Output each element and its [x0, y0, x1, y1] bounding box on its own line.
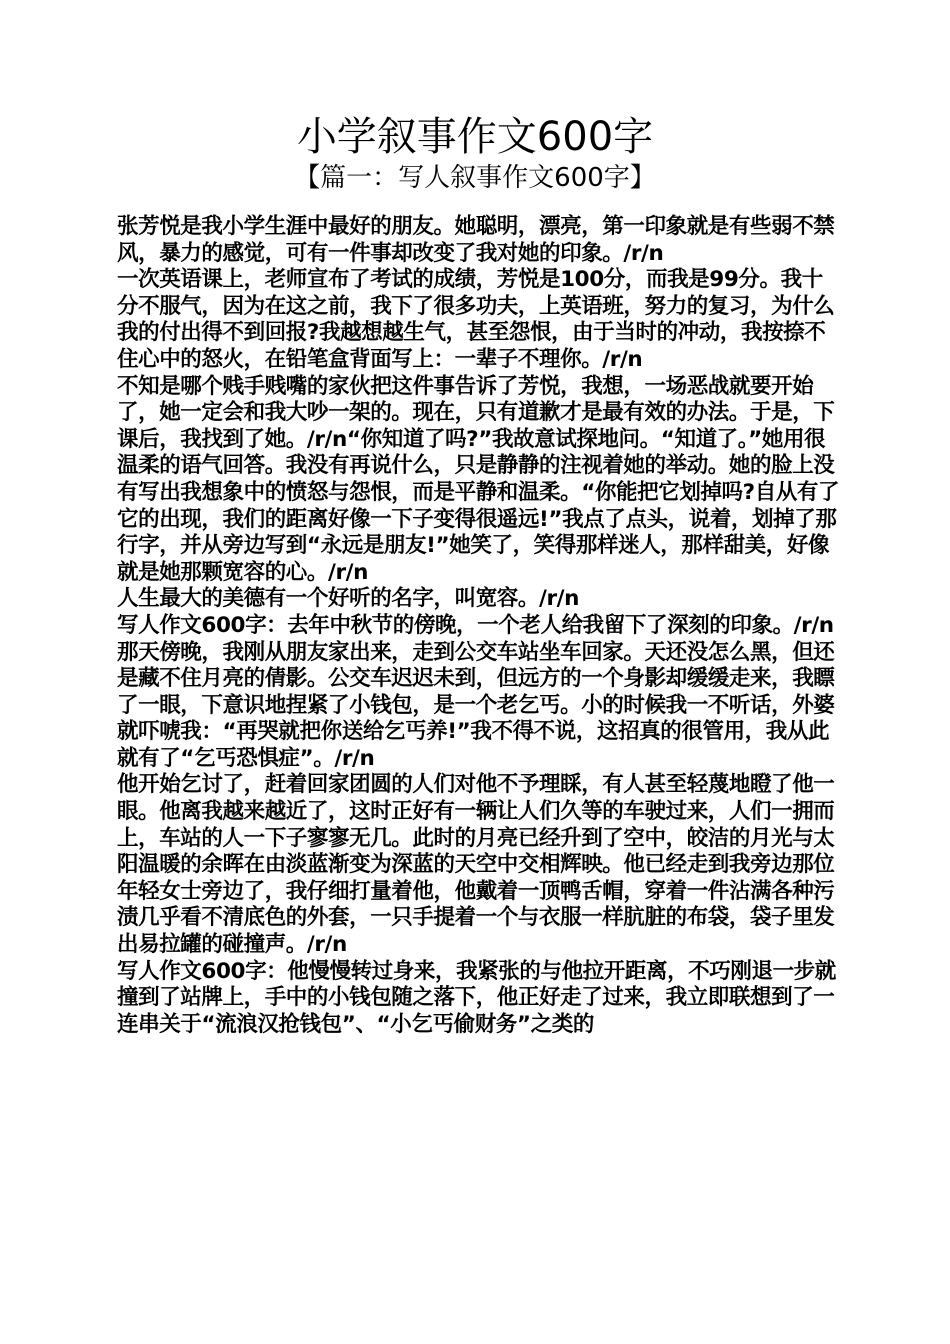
paragraph: 人生最大的美德有一个好听的名字，叫宽容。/r/n — [117, 586, 580, 612]
paragraph: 不知是哪个贱手贱嘴的家伙把这件事告诉了芳悦，我想，一场恶战就要开始了，她一定会和我大吵一架的。现在，只有道歉才是最有效的办法。于是，下课后，我找到了她。/r/n“你知道了吗?”我故意试探地问。“知道了。”她用很温柔的语气回答。我没有再说什么，只是静静的注视着她的举动。她的脸上没有写出我想象中的愤怒与怨恨，而是平静和温柔。“你能把它划掉吗?自从有了它的出现，我们的距离好像一下子变得很遥远!”我点了点头，说着，划掉了那行字，并从旁边写到“永远是朋友!”她笑了，笑得那样迷人，那样甜美，好像就是她那颗宽容的心。/r/n — [117, 373, 840, 585]
paragraph: 他开始乞讨了，赶着回家团圆的人们对他不予理睬，有人甚至轻蔑地瞪了他一眼。他离我越来越近了，这时正好有一辆让人们久等的车驶过来，人们一拥而上，车站的人一下子寥寥无几。此时的月亮已经升到了空中，皎洁的月光与太阳温暖的余晖在由淡蓝渐变为深蓝的天空中交相辉映。他已经走到我旁边那位年轻女士旁边了，我仔细打量着他，他戴着一顶鸭舌帽，穿着一件沾满各种污渍几乎看不清底色的外套，一只手提着一个与衣服一样肮脏的布袋，袋子里发出易拉罐的碰撞声。/r/n — [117, 772, 835, 958]
paragraph: 写人作文600字：去年中秋节的傍晚，一个老人给我留下了深刻的印象。/r/n — [117, 612, 834, 638]
document-title: 小学叙事作文600字 — [296, 114, 654, 160]
paragraph: 那天傍晚，我刚从朋友家出来，走到公交车站坐车回家。天还没怎么黑，但还是藏不住月亮的倩影。公交车迟迟未到，但远方的一个身影却缓缓走来，我瞟了一眼，下意识地捏紧了小钱包，是一个老乞丐。小的时候我一不听话，外婆就吓唬我：“再哭就把你送给乞丐养!”我不得不说，这招真的很管用，我从此就有了“乞丐恐惧症”。/r/n — [117, 639, 835, 771]
paragraph: 一次英语课上，老师宣布了考试的成绩，芳悦是100分，而我是99分。我十分不服气，因为在这之前，我下了很多功夫，上英语班，努力的复习，为什么我的付出得不到回报?我越想越生气，甚至怨恨，由于当时的冲动，我按捺不住心中的怒火，在铅笔盒背面写上：一辈子不理你。/r/n — [117, 267, 835, 372]
paragraph: 写人作文600字：他慢慢转过身来，我紧张的与他拉开距离，不巧刚退一步就撞到了站牌上，手中的小钱包随之落下，他正好走了过来，我立即联想到了一连串关于“流浪汉抢钱包”、“小乞丐偷财务”之类的 — [117, 958, 836, 1037]
document-subtitle: 【篇一：写人叙事作文600字】 — [294, 163, 656, 193]
paragraph: 张芳悦是我小学生涯中最好的朋友。她聪明，漂亮，第一印象就是有些弱不禁风，暴力的感觉，可有一件事却改变了我对她的印象。/r/n — [117, 214, 835, 266]
document-body — [117, 214, 842, 1038]
